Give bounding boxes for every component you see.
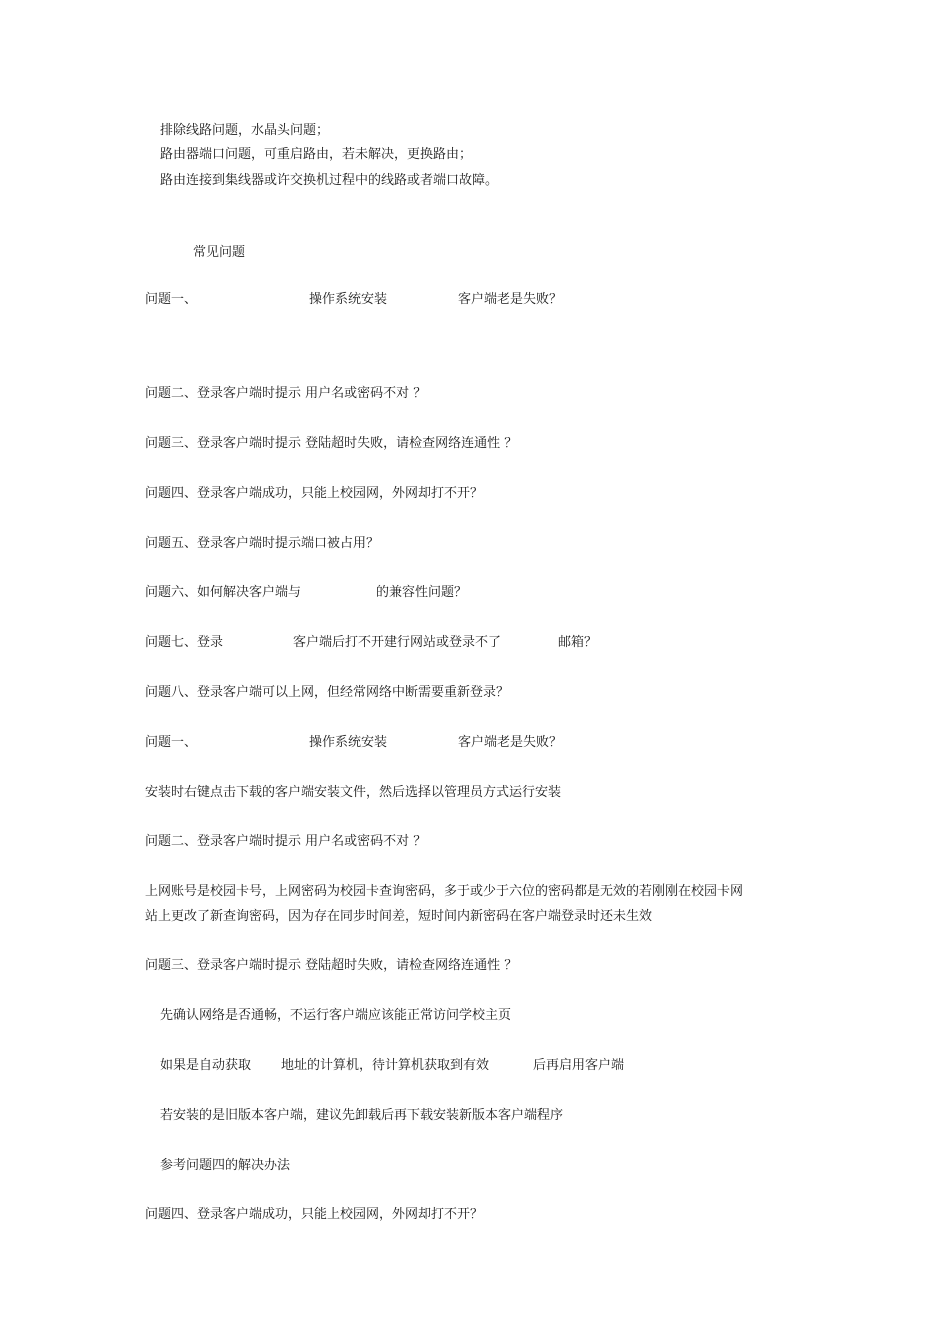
answer-q1-os: 操作系统安装 (309, 735, 388, 750)
section-title: 常见问题 (193, 245, 246, 260)
toc-item-q8: 问题八、登录客户端可以上网，但经常网络中断需要重新登录？ (145, 685, 510, 700)
top-list-item: 排除线路问题，水晶头问题； (160, 123, 330, 138)
top-list-item: 路由连接到集线器或许交换机过程中的线路或者端口故障。 (160, 173, 499, 188)
toc-q6-part1: 问题六、如何解决客户端与 (145, 585, 302, 600)
toc-item-q4: 问题四、登录客户端成功，只能上校园网，外网却打不开？ (145, 486, 484, 501)
answer-q3-title: 问题三、登录客户端时提示 登陆超时失败，请检查网络连通性 ？ (145, 958, 518, 973)
answer-q2-text: 站上更改了新查询密码，因为存在同步时间差，短时间内新密码在客户端登录时还未生效 (145, 909, 653, 924)
top-list-item: 路由器端口问题，可重启路由，若未解决，更换路由； (160, 147, 473, 162)
toc-item-q6 (145, 585, 545, 601)
answer-q3-item2-part1: 如果是自动获取 (160, 1058, 252, 1073)
toc-item-q2: 问题二、登录客户端时提示 用户名或密码不对 ？ (145, 386, 427, 401)
answer-q3-item (160, 1058, 660, 1074)
answer-q3-item2-part2: 地址的计算机，待计算机获取到有效 (281, 1058, 490, 1073)
toc-item-q7 (145, 635, 645, 651)
answer-q3-item: 若安装的是旧版本客户端，建议先卸载后再下载安装新版本客户端程序 (160, 1108, 564, 1123)
toc-item-q3: 问题三、登录客户端时提示 登陆超时失败，请检查网络连通性 ？ (145, 436, 518, 451)
answer-q3-item2-part3: 后再启用客户端 (533, 1058, 625, 1073)
answer-q1-title (145, 735, 645, 751)
answer-q1-text: 安装时右键点击下载的客户端安装文件，然后选择以管理员方式运行安装 (145, 785, 562, 800)
toc-item-q1 (145, 292, 645, 308)
answer-q3-item: 先确认网络是否通畅，不运行客户端应该能正常访问学校主页 (160, 1008, 512, 1023)
toc-item-q5: 问题五、登录客户端时提示端口被占用？ (145, 536, 380, 551)
toc-q1-os: 操作系统安装 (309, 292, 388, 307)
toc-q6-part2: 的兼容性问题？ (376, 585, 468, 600)
toc-q1-prefix: 问题一、 (145, 292, 198, 307)
toc-q7-part2: 客户端后打不开建行网站或登录不了 (293, 635, 502, 650)
answer-q3-item: 参考问题四的解决办法 (160, 1158, 291, 1173)
answer-q2-text: 上网账号是校园卡号，上网密码为校园卡查询密码，多于或少于六位的密码都是无效的若刚刚在校园卡网 (145, 884, 744, 899)
answer-q2-title: 问题二、登录客户端时提示 用户名或密码不对 ？ (145, 834, 427, 849)
answer-q1-rest: 客户端老是失败？ (458, 735, 563, 750)
toc-q7-part3: 邮箱？ (558, 635, 598, 650)
toc-q1-rest: 客户端老是失败？ (458, 292, 563, 307)
toc-q7-part1: 问题七、登录 (145, 635, 224, 650)
answer-q1-prefix: 问题一、 (145, 735, 198, 750)
answer-q4-title: 问题四、登录客户端成功，只能上校园网，外网却打不开？ (145, 1207, 484, 1222)
